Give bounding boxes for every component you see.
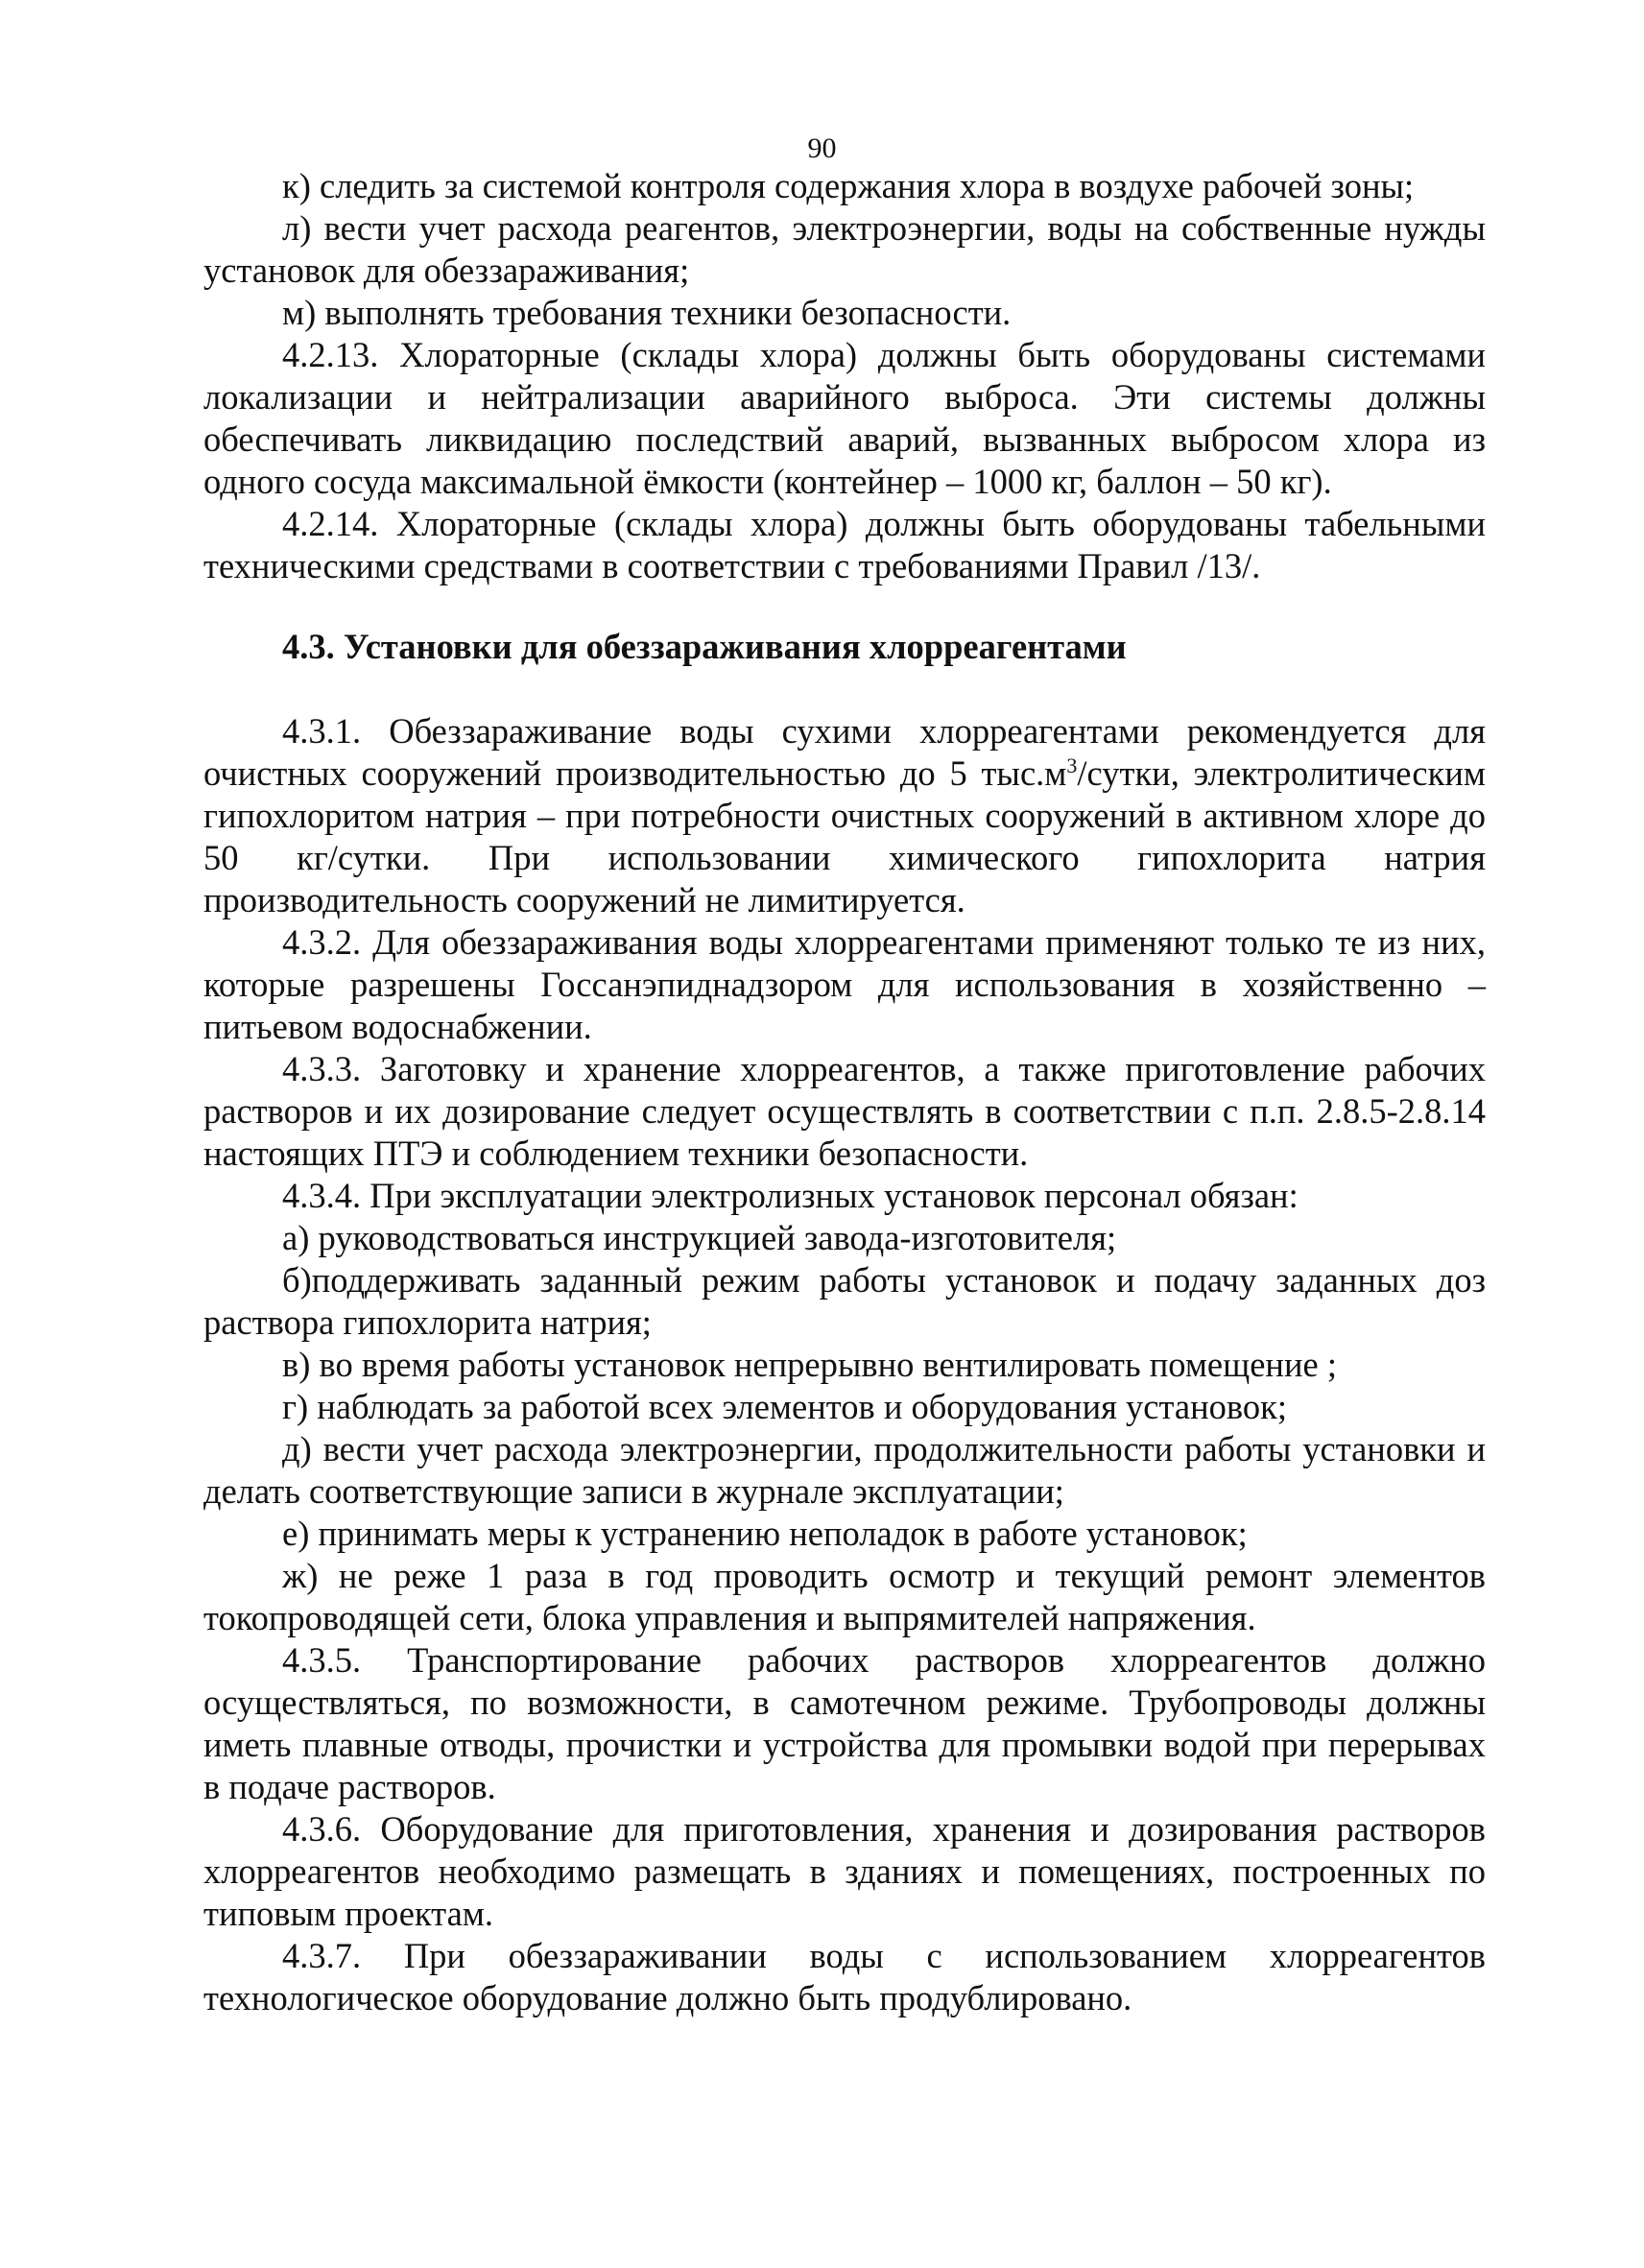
item-b: б)поддерживать заданный режим работы установок и подачу заданных доз раствора гипохлорита натрия; bbox=[203, 1260, 1486, 1342]
item-e: е) принимать меры к устранению неполадок в работе установок; bbox=[282, 1514, 1248, 1553]
paragraph-4-3-2: 4.3.2. Для обеззараживания воды хлорреагентами применяют только те из них, которые разрешены Госсанэпиднадзором для использования в хозяйственно – питьевом водоснабжении. bbox=[203, 922, 1486, 1046]
paragraph-4-3-1-part1: 4.3.1. Обеззараживание воды сухими хлорреагентами рекомендуется для очистных сооружений производительностью до 5 тыс.м bbox=[203, 711, 1486, 793]
item-m: м) выполнять требования техники безопасности. bbox=[282, 293, 1012, 332]
paragraph-4-3-4: 4.3.4. При эксплуатации электролизных установок персонал обязан: bbox=[282, 1176, 1299, 1215]
paragraph-4-3-1 bbox=[203, 710, 1486, 921]
document-body bbox=[203, 165, 1486, 2019]
paragraph-4-3-1-part2: /сутки, электролитическим гипохлоритом натрия – при потребности очистных сооружений в активном хлоре до 50 кг/сутки. При использовании химического гипохлорита натрия производительность сооружений не лимитируется. bbox=[203, 753, 1486, 919]
page-number: 90 bbox=[807, 132, 837, 164]
item-d: д) вести учет расхода электроэнергии, продолжительности работы установки и делать соответствующие записи в журнале эксплуатации; bbox=[203, 1429, 1486, 1511]
item-g: г) наблюдать за работой всех элементов и оборудования установок; bbox=[282, 1387, 1287, 1426]
paragraph-4-3-5: 4.3.5. Транспортирование рабочих растворов хлорреагентов должно осуществляться, по возможности, в самотечном режиме. Трубопроводы должны иметь плавные отводы, прочистки и устройства для промывки водой при перерывах в подаче растворов. bbox=[203, 1640, 1486, 1806]
item-k: к) следить за системой контроля содержания хлора в воздухе рабочей зоны; bbox=[282, 166, 1415, 205]
section-heading-4-3: 4.3. Установки для обеззараживания хлорреагентами bbox=[282, 627, 1127, 666]
item-l: л) вести учет расхода реагентов, электроэнергии, воды на собственные нужды установок для обеззараживания; bbox=[203, 208, 1486, 290]
paragraph-4-3-3: 4.3.3. Заготовку и хранение хлорреагентов, а также приготовление рабочих растворов и их дозирование следует осуществлять в соответствии с п.п. 2.8.5-2.8.14 настоящих ПТЭ и соблюдением техники безопасности. bbox=[203, 1049, 1486, 1173]
item-zh: ж) не реже 1 раза в год проводить осмотр и текущий ремонт элементов токопроводящей сети, блока управления и выпрямителей напряжения. bbox=[203, 1556, 1486, 1637]
item-v: в) во время работы установок непрерывно вентилировать помещение ; bbox=[282, 1345, 1337, 1384]
paragraph-4-2-14: 4.2.14. Хлораторные (склады хлора) должны быть оборудованы табельными техническими средствами в соответствии с требованиями Правил /13/. bbox=[203, 504, 1486, 585]
paragraph-4-2-13: 4.2.13. Хлораторные (склады хлора) должны быть оборудованы системами локализации и нейтрализации аварийного выброса. Эти системы должны обеспечивать ликвидацию последствий аварий, вызванных выбросом хлора из одного сосуда максимальной ёмкости (контейнер – 1000 кг, баллон – 50 кг). bbox=[203, 335, 1486, 501]
paragraph-4-3-6: 4.3.6. Оборудование для приготовления, хранения и дозирования растворов хлорреагентов необходимо размещать в зданиях и помещениях, построенных по типовым проектам. bbox=[203, 1809, 1486, 1933]
item-a: а) руководствоваться инструкцией завода-изготовителя; bbox=[282, 1218, 1117, 1257]
cubic-superscript: 3 bbox=[1066, 752, 1078, 777]
paragraph-4-3-7: 4.3.7. При обеззараживании воды с использованием хлорреагентов технологическое оборудование должно быть продублировано. bbox=[203, 1936, 1486, 2017]
